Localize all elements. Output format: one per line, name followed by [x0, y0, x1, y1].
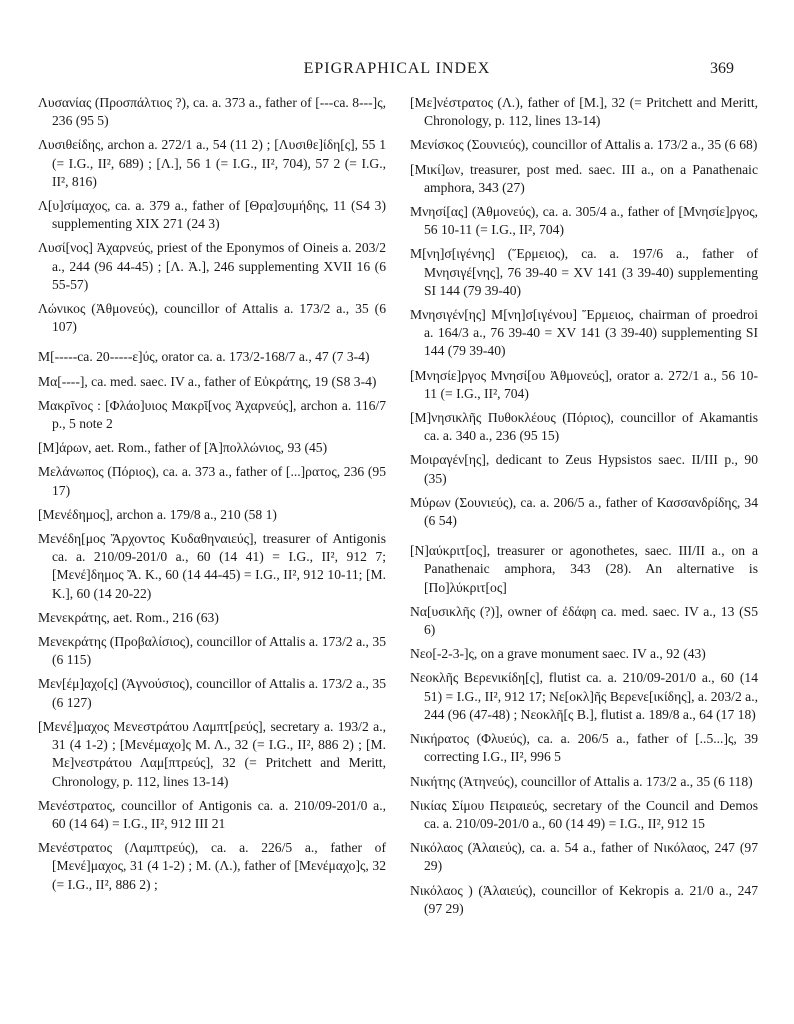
index-entry: Λυσανίας (Προσπάλτιος ?), ca. a. 373 a., father of [---ca. 8---]ς, 236 (95 5) — [38, 95, 386, 129]
index-entry: Νικήρατος (Φλυεύς), ca. a. 206/5 a., father of [..5...]ς, 39 correcting I.G., II², 996 5 — [410, 731, 758, 765]
index-entry: Μενεκράτης, aet. Rom., 216 (63) — [38, 609, 219, 625]
index-entry: [Μικί]ων, treasurer, post med. saec. III a., on a Panathenaic amphora, 343 (27) — [410, 161, 758, 195]
index-entry: Μ[νη]σ[ιγένης] (Ἕρμειος), ca. a. 197/6 a., father of Μνησιγέ[νης], 76 39-40 = XV 141 (3 39-40) supplementing SI 144 (79 39-40) — [410, 246, 758, 298]
index-entry: Να[υσικλῆς (?)], owner of ἐδάφη ca. med. saec. IV a., 13 (S5 6) — [410, 603, 758, 638]
index-entry: Μενέστρατος (Λαμπτρεύς), ca. a. 226/5 a., father of [Μενέ]μαχος, 31 (4 1-2) ; Μ. (Λ.), father of [Μενέμαχο]ς, 32 (= I.G., II², 886 2) ; — [38, 840, 386, 892]
index-entry: [Με]νέστρατος (Λ.), father of [Μ.], 32 (= Pritchett and Meritt, Chronology, p. 112, lines 13-14) — [410, 95, 758, 129]
index-entry: Λώνικος (Ἀθμονεύς), councillor of Attalis a. 173/2 a., 35 (6 107) — [38, 301, 386, 335]
index-entry: Μενέδη[μος Ἄρχοντος Κυδαθηναιεύς], treasurer of Antigonis ca. a. 210/09-201/0 a., 60 (14 41) = I.G., II², 912 7; [Μενέ]δημος Ἄ. Κ., 60 (14 44-45) = I.G., II², 912 10-11; [Μ. Κ.], 60 (14 20-22) — [38, 531, 386, 601]
index-entry: Μα[----], ca. med. saec. IV a., father of Εὐκράτης, 19 (S8 3-4) — [38, 373, 377, 389]
index-entry: Νικόλαος (Ἁλαιεύς), ca. a. 54 a., father of Νικόλαος, 247 (97 29) — [410, 840, 758, 874]
index-entry: Μεν[έμ]αχο[ς] (Ἁγνούσιος), councillor of Attalis a. 173/2 a., 35 (6 127) — [38, 676, 386, 710]
index-entry: [Μενέ]μαχος Μενεστράτου Λαμπτ[ρεύς], secretary a. 193/2 a., 31 (4 1-2) ; [Μενέμαχο]ς Μ. Λ., 32 (= I.G., II², 886 2) ; [Μ. Με]νεστράτου Λαμ[πτρεύς], 32 (= Pritchett and Meritt, Chronology, p. 112, lines 13-14) — [38, 718, 386, 789]
index-entry: Μνησί[ας] (Ἀθμονεύς), ca. a. 305/4 a., father of [Μνησίε]ργος, 56 10-11 (= I.G., II², 704) — [410, 204, 758, 238]
index-entry: Νικίας Σίμου Πειραιεύς, secretary of the Council and Demos ca. a. 210/09-201/0 a., 60 (14 49) = I.G., II², 912 15 — [410, 797, 758, 831]
running-header: EPIGRAPHICAL INDEX — [303, 60, 491, 77]
index-entry: Μύρων (Σουνιεύς), ca. a. 206/5 a., father of Κασσανδρίδης, 34 (6 54) — [410, 494, 758, 529]
index-entry: Νικόλαος ) (Ἁλαιεύς), councillor of Kekropis a. 21/0 a., 247 (97 29) — [410, 882, 758, 916]
index-entry: Μακρῖνος : [Φλάο]υιος Μακρῖ[νος Ἀχαρνεύς], archon a. 116/7 p., 5 note 2 — [38, 397, 386, 432]
index-entry: [Μενέδημος], archon a. 179/8 a., 210 (58 1) — [38, 506, 277, 522]
index-entry: Νεο[-2-3-]ς, on a grave monument saec. IV a., 92 (43) — [410, 646, 706, 662]
index-entry: Μενέστρατος, councillor of Antigonis ca. a. 210/09-201/0 a., 60 (14 64) = I.G., II², 912 III 21 — [38, 797, 386, 831]
index-entry: Μενεκράτης (Προβαλίσιος), councillor of Attalis a. 173/2 a., 35 (6 115) — [38, 634, 386, 668]
left-column — [38, 94, 386, 900]
index-entry: Λ[υ]σίμαχος, ca. a. 379 a., father of [Θρα]συμήδης, 11 (S4 3) supplementing XIX 271 (24 3) — [38, 198, 386, 232]
index-entry: Λυσί[νος] Ἀχαρνεύς, priest of the Eponymos of Oineis a. 203/2 a., 244 (96 44-45) ; [Λ. Ἀ.], 246 supplementing XVII 16 (6 55-57) — [38, 240, 386, 292]
index-entry: Μ[-----ca. 20-----ε]ύς, orator ca. a. 173/2-168/7 a., 47 (7 3-4) — [38, 349, 370, 365]
index-entry: Μενίσκος (Σουνιεύς), councillor of Attalis a. 173/2 a., 35 (6 68) — [410, 137, 758, 153]
index-entry: Νεοκλῆς Βερενικίδη[ς], flutist ca. a. 210/09-201/0 a., 60 (14 51) = I.G., II², 912 17; Νε[οκλ]ῆς Βερενε[ικίδης], a. 203/2 a., 244 (96 (47-48) ; Νεοκλῆ[ς Β.], flutist a. 189/8 a., 64 (17 18) — [410, 670, 758, 722]
index-entry: [Ν]αύκριτ[ος], treasurer or agonothetes, saec. III/II a., on a Panathenaic amphora, 343 (28). An alternative is [Πο]λύκριτ[ος] — [410, 543, 758, 595]
right-column — [410, 94, 758, 924]
index-entry: [Μ]νησικλῆς Πυθοκλέους (Πόριος), councillor of Akamantis ca. a. 340 a., 236 (95 15) — [410, 410, 758, 444]
index-entry: [Μνησίε]ργος Μνησί[ου Ἀθμονεύς], orator a. 272/1 a., 56 10-11 (= I.G., II², 704) — [410, 367, 758, 401]
index-entry: Λυσιθείδης, archon a. 272/1 a., 54 (11 2) ; [Λυσιθε]ίδη[ς], 55 1 (= I.G., II², 689) ; [Λ.], 56 1 (= I.G., II², 704), 57 2 (= I.G., II², 816) — [38, 137, 386, 189]
page-number: 369 — [710, 60, 734, 77]
index-entry: Νικήτης (Ἀτηνεύς), councillor of Attalis a. 173/2 a., 35 (6 118) — [410, 773, 753, 789]
index-entry: Μοιραγέν[ης], dedicant to Zeus Hypsistos saec. II/III p., 90 (35) — [410, 452, 758, 486]
index-entry: [Μ]άρων, aet. Rom., father of [Ἀ]πολλώνιος, 93 (45) — [38, 440, 328, 456]
index-entry: Μελάνωπος (Πόριος), ca. a. 373 a., father of [...]ρατος, 236 (95 17) — [38, 464, 386, 498]
index-entry: Μνησιγέν[ης] Μ[νη]σ[ιγένου] Ἕρμειος, chairman of proedroi a. 164/3 a., 76 39-40 = XV 141 (3 39-40) supplementing SI 144 (79 39-40) — [410, 307, 758, 359]
